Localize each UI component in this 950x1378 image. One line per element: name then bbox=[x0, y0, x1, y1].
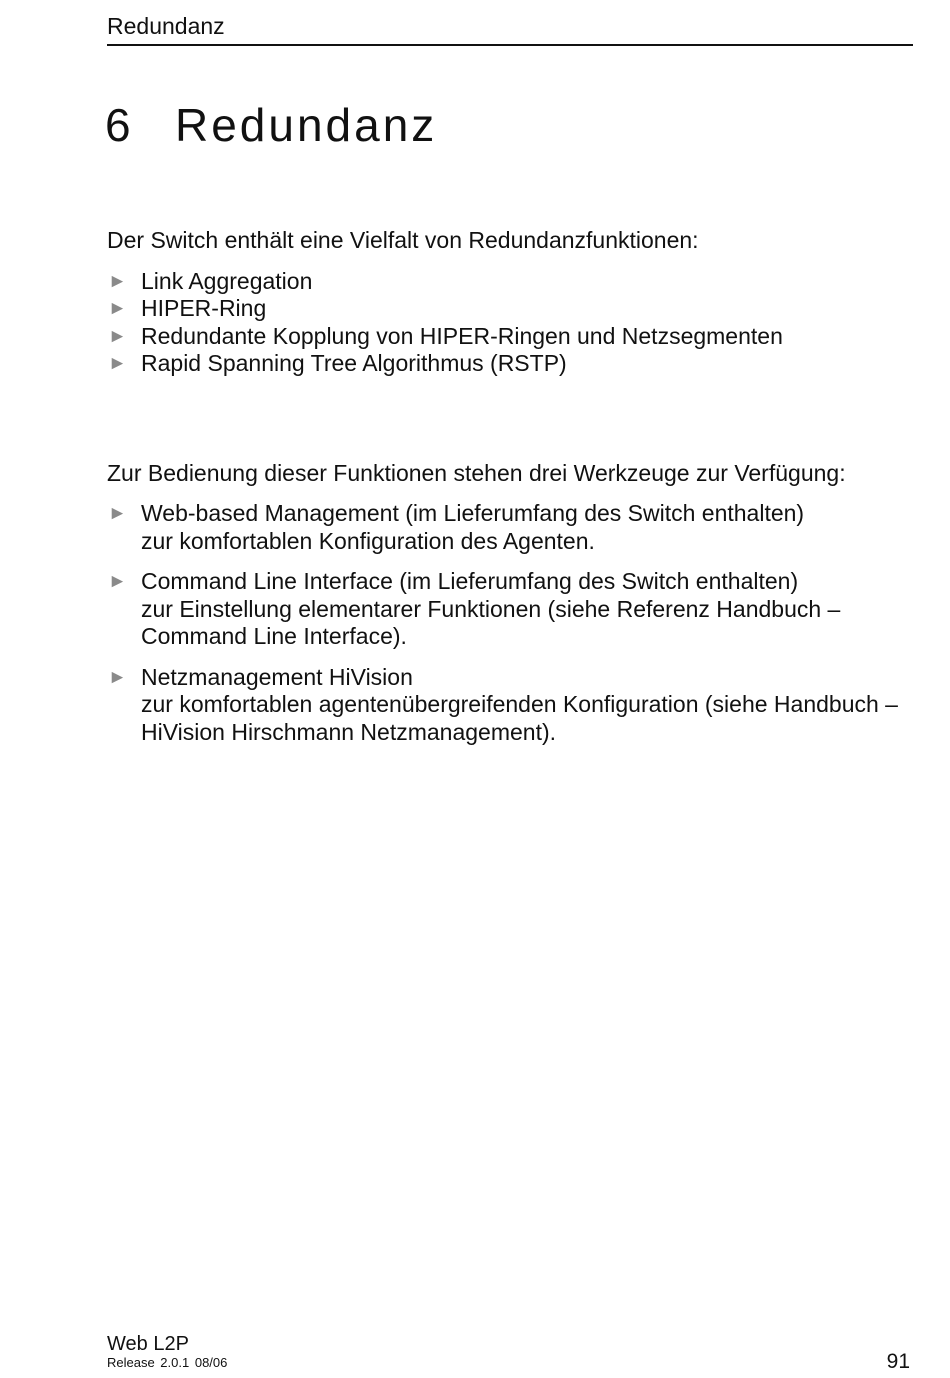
running-header: Redundanz bbox=[107, 13, 225, 39]
chapter-number: 6 bbox=[105, 99, 134, 151]
list-item bbox=[107, 295, 917, 323]
bullet-arrow-icon: ► bbox=[108, 270, 127, 292]
list-item bbox=[107, 323, 917, 351]
list-item-line-2: zur komfortablen Konfiguration des Agenten. bbox=[141, 527, 595, 554]
list-item-line-2: zur komfortablen agentenübergreifenden Konfiguration (siehe Handbuch – HiVision Hirschmann Netzmanagement). bbox=[141, 691, 898, 745]
bullet-arrow-icon: ► bbox=[108, 325, 127, 347]
chapter-title-text: Redundanz bbox=[175, 99, 438, 151]
list-item-text: Redundante Kopplung von HIPER-Ringen und Netzsegmenten bbox=[141, 322, 783, 349]
list-item-line-1: Web-based Management (im Lieferumfang des Switch enthalten) bbox=[141, 500, 805, 526]
list-item-text: Link Aggregation bbox=[141, 267, 313, 294]
bullet-arrow-icon: ► bbox=[108, 353, 127, 374]
list-item-line-2: zur Einstellung elementarer Funktionen (siehe Referenz Handbuch – Command Line Interface). bbox=[141, 595, 841, 649]
footer-product: Web L2P bbox=[107, 1333, 189, 1355]
bullet-arrow-icon: ► bbox=[108, 298, 127, 319]
header-rule bbox=[107, 44, 913, 46]
redundancy-functions-list bbox=[107, 268, 917, 378]
list-item-line-1: Netzmanagement HiVision bbox=[141, 663, 413, 690]
tools-list bbox=[107, 500, 917, 746]
footer-release: Release 2.0.1 08/06 bbox=[107, 1355, 228, 1370]
list-item bbox=[107, 664, 917, 747]
list-item bbox=[107, 350, 917, 378]
list-item bbox=[107, 500, 917, 555]
list-item-text: Rapid Spanning Tree Algorithmus (RSTP) bbox=[141, 350, 567, 376]
bullet-arrow-icon: ► bbox=[108, 666, 127, 688]
list-item-text: HIPER-Ring bbox=[141, 295, 267, 321]
chapter-title bbox=[105, 98, 437, 152]
section-2-intro: Zur Bedienung dieser Funktionen stehen drei Werkzeuge zur Verfügung: bbox=[107, 459, 846, 486]
list-item-line-1: Command Line Interface (im Lieferumfang des Switch enthalten) bbox=[141, 568, 799, 594]
section-1-intro: Der Switch enthält eine Vielfalt von Redundanzfunktionen: bbox=[107, 227, 699, 253]
bullet-arrow-icon: ► bbox=[108, 571, 127, 592]
main-content bbox=[107, 227, 917, 759]
section-spacer bbox=[107, 378, 917, 460]
list-item bbox=[107, 268, 917, 296]
list-item bbox=[107, 568, 917, 651]
bullet-arrow-icon: ► bbox=[108, 503, 127, 524]
page-number: 91 bbox=[886, 1350, 910, 1373]
